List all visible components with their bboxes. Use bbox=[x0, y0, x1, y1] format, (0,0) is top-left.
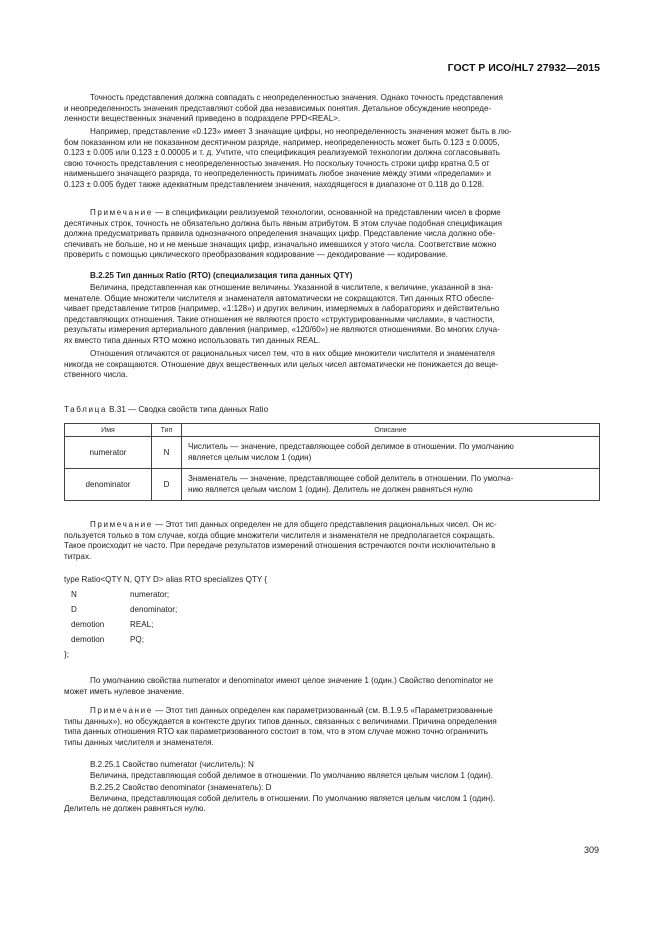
table-cell-name: numerator bbox=[65, 437, 152, 469]
code-line: demotion REAL; bbox=[71, 620, 154, 629]
column-header: Описание bbox=[182, 424, 600, 437]
table-cell-description: Числитель — значение, представляющее собой делимое в отношении. По умолчанию является целым числом 1 (один) bbox=[182, 437, 600, 469]
section-title: B.2.25 Тип данных Ratio (RTO) (специализация типа данных QTY) bbox=[90, 271, 353, 280]
code-line: }; bbox=[64, 650, 69, 659]
column-header: Имя bbox=[65, 424, 152, 437]
note-1: Примечание — в спецификации реализуемой технологии, основанной на представлении чисел в форме десятичных строк, точность не обязательно должна быть явным атрибутом. В этом случае подобная спецификация должна предусматривать правила однозначного определения значащих цифр. Представление числа должно обе- спечивать не больше, но и не меньше значащих цифр, изначально имевшихся у этого числа. Соответствие можно проверить с помощью циклического преобразования кодирование — декодирование — кодирование. bbox=[64, 208, 502, 260]
note-2: Примечание — Этот тип данных определен не для общего представления рациональных чисел. Он ис- пользуется только в том случае, когда общие множители числителя и знаменателя не предполагается сокращать. Такое происходит не часто. При передаче результатов измерений отношения встречаются почти исключительно в титрах. bbox=[64, 520, 497, 561]
paragraph-precision: Точность представления должна совпадать с неопределенностью значения. Однако точность представления и неопределенность значения представляют собой два независимых понятия. Детальное обсуждение неопреде- ленности вещественных значений приведено в подразделе PPD<REAL>. bbox=[64, 93, 503, 124]
code-line: D denominator; bbox=[71, 605, 178, 614]
table-caption: Таблица B.31 — Сводка свойств типа данных Ratio bbox=[64, 405, 269, 414]
paragraph-ratio-definition: Величина, представленная как отношение величины. Указанной в числителе, к величине, указанной в зна- менателе. Общие множители числителя и знаменателя автоматически не сокращаются. Тип данных RTO обеспе- чивает представление титров (например, «1:128») и других величин, измеряемых в лабораториях и действительно представляющих отношения. Такие отношения не являются просто «структурированными числами», в частности, результаты измерения артериального давления (например, «120/60») не являются отношениями. Во многих случа- ях вместо типа данных RTO можно использовать тип данных REAL. bbox=[64, 283, 500, 345]
table-cell-description: Знаменатель — значение, представляющее собой делитель в отношении. По умолча- нию является целым числом 1 (один). Делитель не должен равняться нулю bbox=[182, 469, 600, 501]
subsection-numerator: B.2.25.1 Свойство numerator (числитель): N Величина, представляющая собой делимое в отношении. По умолчанию является целым числом 1 (один). bbox=[90, 760, 493, 780]
note-label: Примечание bbox=[90, 208, 153, 217]
table-cell-name: denominator bbox=[65, 469, 152, 501]
properties-table bbox=[64, 423, 600, 501]
code-line: type Ratio<QTY N, QTY D> alias RTO specializes QTY { bbox=[64, 575, 268, 584]
subsection-denominator: B.2.25.2 Свойство denominator (знаменатель): D Величина, представляющая собой делитель в отношении. По умолчанию является целым числом 1 (один). Делитель не должен равняться нулю. bbox=[64, 783, 496, 814]
column-header: Тип bbox=[152, 424, 182, 437]
table-cell-type: D bbox=[152, 469, 182, 501]
paragraph-example: Например, представление «0.123» имеет 3 значащие цифры, но неопределенность значения может быть в лю- бом показанном или не показанном десятичном разряде, например, неопределенность может быть 0.123 ± 0.0005, 0.123 ± 0.005 или 0.123 ± 0.00005 и т. д. Учтите, что спецификация реализуемой технологии должна согласовывать свою точность представления с неопределенностью значения. Но поскольку точность строки цифр кратна 0.5 от наименьшего значащего разряда, то неопределенность принимать любое значение между этими «пределами» и 0.123 ± 0.005 будет также адекватным представлением значения, находящегося в диапазоне от 0.118 до 0.128. bbox=[64, 127, 512, 189]
table-cell-type: N bbox=[152, 437, 182, 469]
note-3: Примечание — Этот тип данных определен как параметризованный (см. B.1.9.5 «Параметризованные типы данных»), но обсуждается в контексте других типов данных, связанных с величинами. Причина определения типа данных отношения RTO как параметризованного состоит в том, что в этом случае можно точно ограничить типы данных числителя и знаменателя. bbox=[64, 706, 497, 747]
table-header-row bbox=[65, 424, 600, 437]
paragraph-ratio-vs-rational: Отношения отличаются от рациональных чисел тем, что в них общие множители числителя и знаменателя никогда не сокращаются. Отношение двух вещественных или целых чисел автоматически не понижается до веще- ственного числа. bbox=[64, 349, 499, 380]
type-declaration-code bbox=[64, 572, 267, 662]
paragraph-defaults: По умолчанию свойства numerator и denominator имеют целое значение 1 (один.) Свойство denominator не может иметь нулевое значение. bbox=[64, 676, 494, 696]
code-line: N numerator; bbox=[71, 590, 170, 599]
table-row bbox=[65, 437, 600, 469]
table-row bbox=[65, 469, 600, 501]
code-line: demotion PQ; bbox=[71, 635, 144, 644]
page-number: 309 bbox=[583, 845, 599, 855]
document-header: ГОСТ Р ИСО/HL7 27932—2015 bbox=[447, 62, 600, 74]
